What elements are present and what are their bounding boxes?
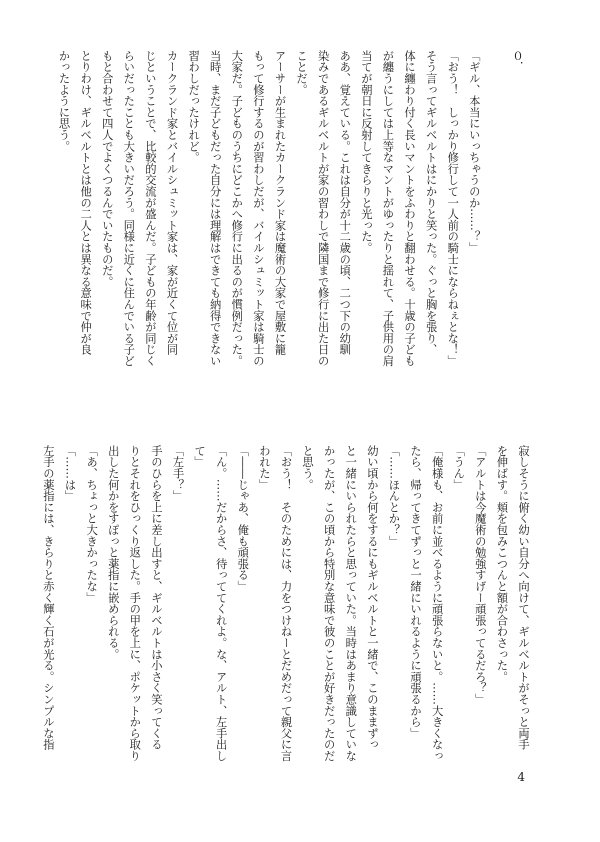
text-line: 「……は」 bbox=[63, 445, 77, 502]
text-line: と思う。 bbox=[301, 445, 315, 491]
text-line: カークランド家とバイルシュミット家は、家が近くて位が同 bbox=[165, 50, 179, 356]
text-line: 習わしだったけれど。 bbox=[187, 50, 201, 163]
text-line: 「おう！ そのためには、力をつけねーとだめだって親父に言 bbox=[279, 445, 293, 762]
text-line bbox=[485, 50, 507, 415]
text-line: りとそれをひっくり返した。手の甲を上に、ポケットから取り bbox=[128, 445, 142, 762]
text-line: 「あ、ちょっと大きかったな」 bbox=[85, 445, 99, 604]
text-line: アーサーが生まれたカークランド家は魔術の大家で屋敷に籠 bbox=[273, 50, 287, 356]
upper-text-block bbox=[53, 50, 528, 415]
text-line: が纏うにしては上等なマントがゆったりと揺れて、子供用の肩 bbox=[381, 50, 395, 367]
text-line: らいだったことも大きいだろう。同様に近くに住んでいる子ど bbox=[122, 50, 136, 367]
text-line: かったが、この頃から特別な意味で彼のことが好きだったのだ bbox=[322, 445, 336, 762]
text-line: ことだ。 bbox=[295, 50, 309, 96]
text-line: もと合わせて四人でよくつるんでいたものだ。 bbox=[100, 50, 114, 288]
text-line: たら、帰ってきてずっと一緒にいれるように頑張るから」 bbox=[409, 445, 423, 739]
text-line: 当時、まだ子どもだった自分には理解はできても納得できない bbox=[208, 50, 222, 367]
text-line: ああ、覚えている。これは自分が十二歳の頃、二つ下の幼馴 bbox=[338, 50, 352, 356]
text-line: と一緒にいられたらと思っていた。当時はあまり意識していな bbox=[344, 445, 358, 762]
text-line: 「おう！ しっかり修行して一人前の騎士にならねぇとな！」 bbox=[446, 50, 460, 367]
text-line: 寂しそうに俯く幼い自分へ向けて、ギルベルトがそっと両手 bbox=[517, 445, 530, 751]
text-line: かったように思う。 bbox=[57, 50, 71, 152]
text-line: 体に纏わり付く長いマントをふわりと翻わせる。十歳の子ども bbox=[403, 50, 417, 367]
text-line: 幼い頃から何をするにもギルベルトと一緒で、このままずっ bbox=[365, 445, 379, 751]
text-line: とりわけ、ギルベルトとは他の二人とは異なる意味で仲が良 bbox=[79, 50, 93, 356]
text-line: 「……ほんとか？」 bbox=[387, 445, 401, 547]
text-line: を伸ばす。頬を包みこつんと額が合わさった。 bbox=[495, 445, 509, 683]
lower-text-block bbox=[37, 445, 534, 805]
text-line: 「ん。……だからさ、待っててくれよ。な、アルト、左手出し bbox=[214, 445, 228, 762]
text-line: われた」 bbox=[257, 445, 271, 491]
page-number: 4 bbox=[517, 770, 525, 784]
text-line: ０． bbox=[511, 50, 524, 73]
text-line: 「アルトは今魔術の勉強すげー頑張ってるだろ？」 bbox=[473, 445, 487, 705]
text-line: 「左手？」 bbox=[171, 445, 185, 502]
text-line: 手のひらを上に差し出すと、ギルベルトは小さく笑ってくる bbox=[149, 445, 163, 751]
text-line: もって修行するのが習わしだが、バイルシュミット家は騎士の bbox=[251, 50, 265, 367]
text-line: 「ギル、本当にいっちゃうのか……？」 bbox=[467, 50, 481, 254]
text-line: 「うん」 bbox=[452, 445, 466, 491]
text-line: 「――じゃあ、俺も頑張る」 bbox=[236, 445, 250, 592]
text-line: 染みであるギルベルトが家の習わしで隣国まで修行に出た日の bbox=[316, 50, 330, 367]
text-line: そう言ってギルベルトはにかりと笑った。ぐっと胸を張り、 bbox=[424, 50, 438, 356]
text-line: て」 bbox=[193, 445, 207, 468]
text-line: 出した何かをすぽっと薬指に嵌められる。 bbox=[106, 445, 120, 660]
text-line: 「俺様も、お前に並べるように頑張らないと。……大きくなっ bbox=[430, 445, 444, 762]
text-line: 左手の薬指には、きらりと赤く輝く石が光る。シンプルな指 bbox=[41, 445, 55, 751]
text-line: じということで、比較的交流が盛んだ。子どもの年齢が同じく bbox=[143, 50, 157, 367]
text-line: 大家だ。子どものうちにどこかへ修行に出るのが慣例だった。 bbox=[230, 50, 244, 367]
text-line: 当てが朝日に反射してきらりと光った。 bbox=[359, 50, 373, 254]
